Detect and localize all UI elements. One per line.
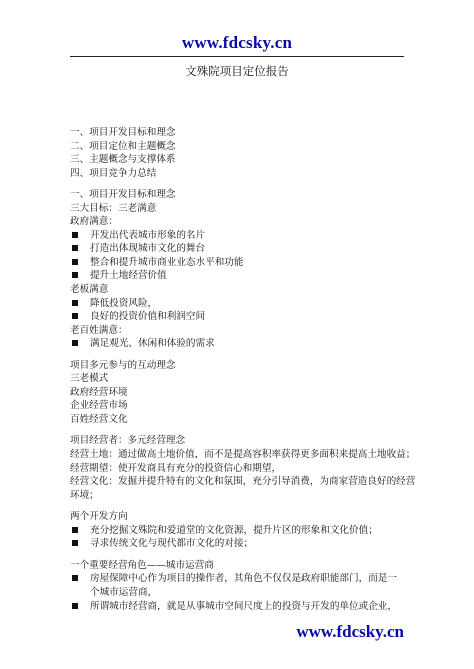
toc-item: 二、项目定位和主题概念 [70,140,176,152]
bullet-item: 良好的投资价值和利润空间 [70,310,406,324]
bullet-item: 满足观光、休闲和体验的需求 [70,337,406,351]
square-bullet-icon [72,313,78,319]
interaction-heading: 项目多元参与的互动理念 [70,359,176,371]
square-bullet-icon [72,272,78,278]
document-title: 文殊院项目定位报告 [185,64,289,78]
operator-heading: 项目经营者：多元经营理念 [70,435,186,447]
people-label: 老百姓满意： [70,324,128,336]
toc-item: 一、项目开发目标和理念 [70,127,176,138]
operator-line: 经营文化：发掘并提升特有的文化和氛围，充分引导消费，为商家营造良好的经营 [70,476,416,488]
operator-line: 环境； [70,489,99,501]
square-bullet-icon [72,527,78,533]
header-divider [70,56,404,57]
bullet-item: 寻求传统文化与现代都市文化的对接； [70,537,406,551]
bullet-item: 所谓城市经营商，就是从事城市空间尺度上的投资与开发的单位或企业， [70,600,406,614]
bullet-item: 充分挖掘文殊院和爱道堂的文化资源，提升片区的形象和文化价值； [70,524,406,538]
role-heading: 一个重要经营角色——城市运营商 [70,559,214,571]
interaction-line: 百姓经营文化 [70,413,128,425]
bullet-item: 打造出体现城市文化的舞台 [70,242,406,256]
bullet-item: 降低投资风险， [70,297,406,311]
square-bullet-icon [72,603,78,609]
bullet-continuation: 个城市运营商， [90,586,158,598]
square-bullet-icon [72,540,78,546]
square-bullet-icon [72,259,78,265]
bullet-item: 开发出代表城市形象的名片 [70,229,406,243]
square-bullet-icon [72,245,78,251]
goal-line: 三大目标：三老满意 [70,202,157,214]
square-bullet-icon [72,575,78,581]
interaction-line: 企业经营市场 [70,400,128,412]
bullet-item: 整合和提升城市商业业态水平和功能 [70,256,406,270]
bullet-item: 提升土地经营价值 [70,269,406,283]
gov-label: 政府满意： [70,216,118,228]
site-footer-logo: www.fdcsky.cn [296,622,404,641]
interaction-line: 政府经营环境 [70,386,128,398]
square-bullet-icon [72,300,78,306]
operator-line: 经营期望：使开发商具有充分的投资信心和期望， [70,462,282,474]
toc-item: 三、主题概念与支撑体系 [70,154,176,166]
document-body [70,126,416,613]
bullet-item: 房屋保障中心作为项目的操作者，其角色不仅仅是政府职能部门，而是一 [70,572,406,586]
site-header-logo: www.fdcsky.cn [181,33,293,52]
operator-line: 经营土地：通过做高土地价值，而不是提高容积率获得更多面积来提高土地收益； [70,449,416,461]
toc-item: 四、项目竞争力总结 [70,167,157,179]
boss-label: 老板满意 [70,284,109,296]
square-bullet-icon [72,340,78,346]
interaction-line: 三老模式 [70,373,109,385]
section-heading: 一、项目开发目标和理念 [70,189,176,201]
square-bullet-icon [72,232,78,238]
direction-heading: 两个开发方向 [70,511,128,523]
